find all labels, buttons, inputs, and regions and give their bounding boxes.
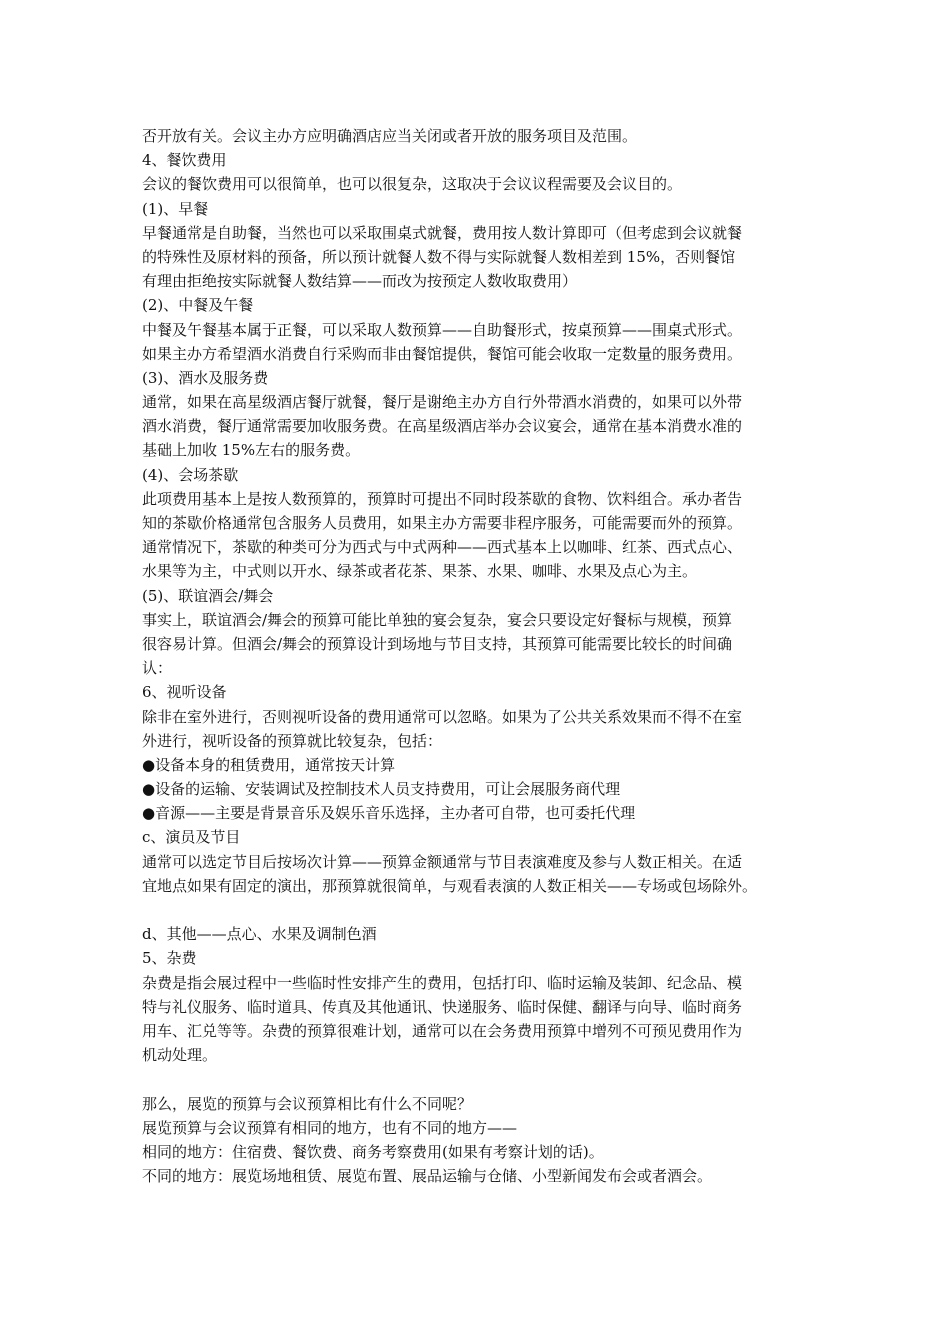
text-line: 机动处理。 bbox=[142, 1046, 218, 1065]
text-line: 知的茶歇价格通常包含服务人员费用，如果主办方需要非程序服务，可能需要而外的预算。 bbox=[142, 514, 743, 532]
text-line: 会议的餐饮费用可以很简单，也可以很复杂，这取决于会议议程需要及会议目的。 bbox=[142, 175, 683, 194]
section-heading: 4、餐饮费用 bbox=[142, 151, 227, 170]
subsection-heading: (2)、中餐及午餐 bbox=[142, 296, 254, 315]
subsection-heading: (5)、联谊酒会/舞会 bbox=[142, 586, 274, 605]
text-line: 事实上，联谊酒会/舞会的预算可能比单独的宴会复杂，宴会只要设定好餐标与规模，预算 bbox=[142, 610, 733, 629]
text-line: 认： bbox=[142, 659, 173, 678]
text-line: 通常，如果在高星级酒店餐厅就餐，餐厅是谢绝主办方自行外带酒水消费的，如果可以外带 bbox=[142, 393, 743, 412]
text-line: 酒水消费，餐厅通常需要加收服务费。在高星级酒店举办会议宴会，通常在基本消费水准的 bbox=[142, 417, 743, 436]
subsection-heading: d、其他——点心、水果及调制色酒 bbox=[142, 925, 377, 944]
document-body bbox=[142, 124, 822, 1188]
text-line: 有理由拒绝按实际就餐人数结算——而改为按预定人数收取费用） bbox=[142, 272, 578, 291]
subsection-heading: (3)、酒水及服务费 bbox=[142, 368, 269, 387]
text-line: 不同的地方：展览场地租赁、展览布置、展品运输与仓储、小型新闻发布会或者酒会。 bbox=[142, 1167, 713, 1186]
bullet-item: ●音源——主要是背景音乐及娱乐音乐选择，主办者可自带，也可委托代理 bbox=[142, 804, 636, 823]
text-line: 通常可以选定节目后按场次计算——预算金额通常与节目表演难度及参与人数正相关。在适 bbox=[142, 852, 743, 871]
section-heading: 5、杂费 bbox=[142, 949, 197, 968]
text-line: 通常情况下，茶歇的种类可分为西式与中式两种——西式基本上以咖啡、红茶、西式点心、 bbox=[142, 538, 743, 557]
text-line: 的特殊性及原材料的预备，所以预计就餐人数不得与实际就餐人数相差到 15%，否则餐馆 bbox=[142, 247, 736, 266]
text-line: 杂费是指会展过程中一些临时性安排产生的费用，包括打印、临时运输及装卸、纪念品、模 bbox=[142, 973, 743, 992]
subsection-heading: (4)、会场茶歇 bbox=[142, 465, 239, 484]
section-heading: 6、视听设备 bbox=[142, 683, 227, 702]
text-line: 早餐通常是自助餐，当然也可以采取围桌式就餐，费用按人数计算即可（但考虑到会议就餐 bbox=[142, 223, 743, 242]
text-line: 那么，展览的预算与会议预算相比有什么不同呢？ bbox=[142, 1094, 473, 1113]
text-line: 此项费用基本上是按人数预算的，预算时可提出不同时段茶歇的食物、饮料组合。承办者告 bbox=[142, 489, 743, 508]
text-line: 展览预算与会议预算有相同的地方，也有不同的地方—— bbox=[142, 1118, 518, 1137]
bullet-item: ●设备本身的租赁费用，通常按天计算 bbox=[142, 755, 396, 774]
text-line: 特与礼仪服务、临时道具、传真及其他通讯、快递服务、临时保健、翻译与向导、临时商务 bbox=[142, 997, 743, 1016]
blank-line bbox=[142, 898, 822, 922]
subsection-heading: c、演员及节目 bbox=[142, 828, 241, 847]
text-line: 宜地点如果有固定的演出，那预算就很简单，与观看表演的人数正相关——专场或包场除外。 bbox=[142, 876, 758, 895]
text-line: 除非在室外进行，否则视听设备的费用通常可以忽略。如果为了公共关系效果而不得不在室 bbox=[142, 707, 743, 726]
text-line: 如果主办方希望酒水消费自行采购而非由餐馆提供，餐馆可能会收取一定数量的服务费用。 bbox=[142, 344, 743, 363]
text-line: 中餐及午餐基本属于正餐，可以采取人数预算——自助餐形式，按桌预算——围桌式形式。 bbox=[142, 320, 743, 339]
text-line: 水果等为主，中式则以开水、绿茶或者花茶、果茶、水果、咖啡、水果及点心为主。 bbox=[142, 562, 698, 581]
text-line: 外进行，视听设备的预算就比较复杂，包括： bbox=[142, 731, 443, 750]
subsection-heading: (1)、早餐 bbox=[142, 199, 209, 218]
text-line: 基础上加收 15%左右的服务费。 bbox=[142, 441, 361, 460]
blank-line bbox=[142, 1067, 822, 1091]
text-line: 用车、汇兑等等。杂费的预算很难计划，通常可以在会务费用预算中增列不可预见费用作为 bbox=[142, 1021, 743, 1040]
text-line: 否开放有关。会议主办方应明确酒店应当关闭或者开放的服务项目及范围。 bbox=[142, 127, 638, 145]
text-line: 很容易计算。但酒会/舞会的预算设计到场地与节目支持，其预算可能需要比较长的时间确 bbox=[142, 634, 733, 653]
bullet-item: ●设备的运输、安装调试及控制技术人员支持费用，可让会展服务商代理 bbox=[142, 780, 621, 799]
text-line: 相同的地方：住宿费、餐饮费、商务考察费用(如果有考察计划的话)。 bbox=[142, 1142, 604, 1161]
